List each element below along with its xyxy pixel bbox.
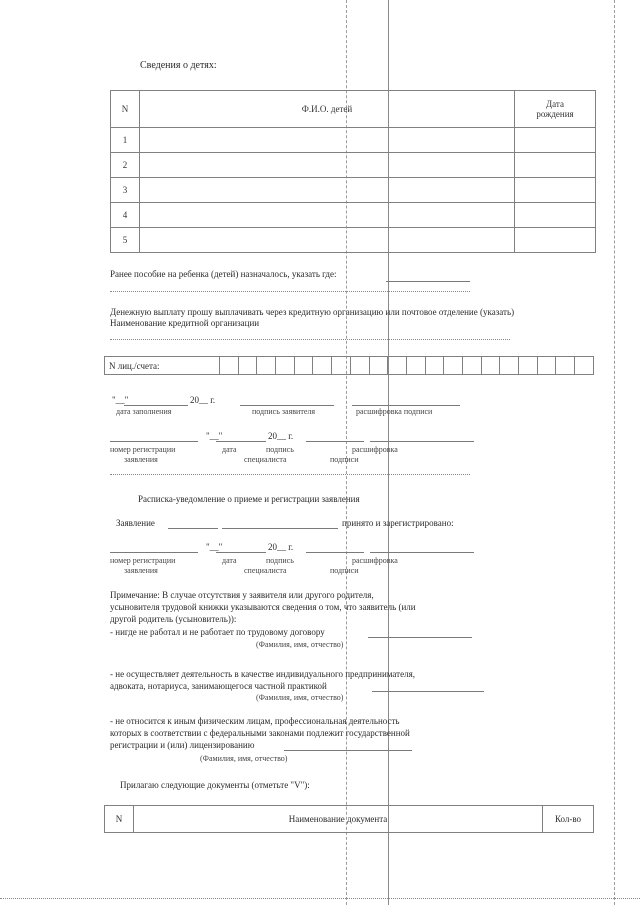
sign1-decode-label: расшифровка подписи [356,407,433,416]
note-item3-line2: которых в соответствии с федеральными законами подлежит государственной [110,728,410,738]
account-digit-cell[interactable] [238,357,257,375]
sign2-signature-field[interactable] [306,441,364,442]
attach-title: Прилагаю следующие документы (отметьте "V"): [120,780,310,790]
sign3-year: 20__ г. [268,542,294,552]
account-digit-cell[interactable] [406,357,425,375]
doc-header-name: Наименование документа [134,806,543,833]
account-digit-cell[interactable] [462,357,481,375]
sign3-day-field[interactable] [216,552,266,553]
account-digit-cell[interactable] [425,357,444,375]
row-num: 3 [111,178,140,203]
header-num: N [111,91,140,128]
account-digit-cell[interactable] [519,357,538,375]
account-digit-cell[interactable] [481,357,500,375]
note-item2-line2: адвоката, нотариуса, занимающегося частной практикой [110,681,327,691]
doc-header-num: N [105,806,134,833]
account-digit-cell[interactable] [220,357,239,375]
sign2-decode-field[interactable] [370,441,474,442]
bottom-edge-line [0,898,640,899]
payment-text: Денежную выплату прошу выплачивать через кредитную организацию или почтовое отделение (указать) [110,307,515,317]
note-line2: усыновителя трудовой книжки указываются сведения о том, что заявитель (или [110,602,416,612]
account-digit-cell[interactable] [444,357,463,375]
sign2-decode-label1: расшифровка [352,445,398,454]
sign2-day-field[interactable] [216,441,266,442]
receipt-statement-field2[interactable] [222,528,338,529]
note-item1: - нигде не работал и не работает по трудовому договору [110,627,325,637]
children-table-header [111,91,596,128]
sign1-day: "__" [112,395,129,405]
table-row [111,228,596,253]
sign3-date-label: дата [222,556,237,565]
row-num: 5 [111,228,140,253]
note-item3-line3: регистрации и (или) лицензированию [110,740,255,750]
documents-table-header [105,806,594,833]
sign2-cut-line [110,474,470,475]
receipt-statement-label: Заявление [116,518,155,528]
doc-header-qty: Кол-во [543,806,594,833]
sign1-sign-label: подпись заявителя [252,407,316,416]
header-birth [515,91,596,128]
note-fio2: (Фамилия, имя, отчество) [256,693,344,702]
account-digit-cell[interactable] [350,357,369,375]
sign3-reg-label2: заявления [124,566,158,575]
table-row [111,203,596,228]
sign3-decode-label1: расшифровка [352,556,398,565]
child-name-cell[interactable] [140,203,515,228]
header-birth-line2: рождения [536,109,574,119]
account-table [104,356,594,375]
account-digit-cell[interactable] [276,357,295,375]
account-digit-cell[interactable] [575,357,594,375]
row-num: 1 [111,128,140,153]
sign3-sign-label2: специалиста [244,566,287,575]
child-birth-cell[interactable] [515,153,596,178]
sign2-reg-field[interactable] [110,441,198,442]
child-name-cell[interactable] [140,128,515,153]
sign1-year: 20__ г. [190,395,216,405]
row-num: 4 [111,203,140,228]
sign2-year: 20__ г. [268,431,294,441]
sign2-reg-label1: номер регистрации [110,445,176,454]
documents-table [104,805,594,833]
sign1-signature-field[interactable] [240,405,334,406]
receipt-title: Расписка-уведомление о приеме и регистрации заявления [138,494,360,504]
header-birth-line1: Дата [546,99,564,109]
prior-benefit-text: Ранее пособие на ребенка (детей) назначалось, указать где: [110,269,337,279]
account-digit-cell[interactable] [556,357,575,375]
note-fio1: (Фамилия, имя, отчество) [256,640,344,649]
account-digit-cell[interactable] [388,357,407,375]
sign3-decode-field[interactable] [370,552,474,553]
sign2-sign-label1: подпись [266,445,294,454]
note-item2-field[interactable] [372,691,484,692]
child-birth-cell[interactable] [515,203,596,228]
account-label: N лиц./счета: [105,357,220,375]
child-birth-cell[interactable] [515,178,596,203]
note-line1: Примечание: В случае отсутствия у заявителя или другого родителя, [110,590,374,600]
fold-line-right [614,0,615,905]
sign2-decode-label2: подписи [330,455,359,464]
sign3-sign-label1: подпись [266,556,294,565]
account-digit-cell[interactable] [369,357,388,375]
sign1-date-label: дата заполнения [116,407,172,416]
child-birth-cell[interactable] [515,128,596,153]
child-name-cell[interactable] [140,153,515,178]
receipt-statement-field1[interactable] [168,528,218,529]
children-table [110,90,596,253]
account-digit-cell[interactable] [332,357,351,375]
sign2-reg-label2: заявления [124,455,158,464]
prior-benefit-field[interactable] [386,281,470,282]
sign3-reg-field[interactable] [110,552,198,553]
sign3-reg-label1: номер регистрации [110,556,176,565]
header-name: Ф.И.О. детей [140,91,515,128]
sign2-sign-label2: специалиста [244,455,287,464]
note-item1-field[interactable] [368,637,472,638]
child-name-cell[interactable] [140,228,515,253]
payment-bank-label: Наименование кредитной организации [110,318,260,328]
note-fio3: (Фамилия, имя, отчество) [200,754,288,763]
sign3-decode-label2: подписи [330,566,359,575]
sign3-day: "__" [206,542,223,552]
child-name-cell[interactable] [140,178,515,203]
note-line3: другой родитель (усыновитель)): [110,614,237,624]
account-digit-cell[interactable] [257,357,276,375]
table-row [111,178,596,203]
child-birth-cell[interactable] [515,228,596,253]
sign2-date-label: дата [222,445,237,454]
account-digit-cell[interactable] [537,357,556,375]
sign1-decode-field[interactable] [352,405,460,406]
note-item3-line1: - не относится к иным физическим лицам, профессиональная деятельность [110,716,400,726]
note-item3-field[interactable] [284,750,412,751]
table-row [111,153,596,178]
sign3-signature-field[interactable] [306,552,364,553]
sign1-day-field[interactable] [124,405,188,406]
prior-benefit-field-line2[interactable] [110,291,470,292]
payment-bank-field[interactable] [110,339,510,340]
account-digit-cell[interactable] [500,357,519,375]
receipt-accepted-text: принято и зарегистрировано: [342,518,454,528]
children-section-title: Сведения о детях: [140,60,217,71]
note-item2-line1: - не осуществляет деятельность в качестве индивидуального предпринимателя, [110,669,415,679]
account-digit-cell[interactable] [313,357,332,375]
account-digit-cell[interactable] [294,357,313,375]
sign2-day: "__" [206,431,223,441]
row-num: 2 [111,153,140,178]
table-row [111,128,596,153]
